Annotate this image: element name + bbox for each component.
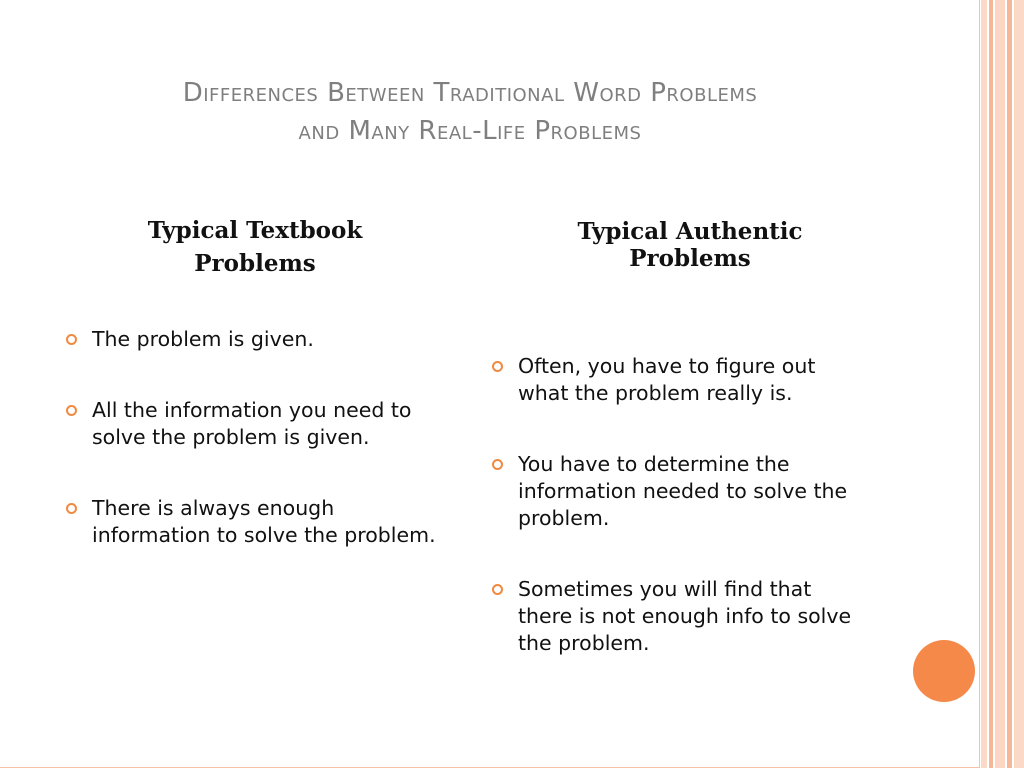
decorative-stripe [1007, 0, 1012, 768]
left-heading-line-1: Typical Textbook [147, 217, 363, 244]
bullet-icon [492, 584, 503, 595]
decorative-stripe [981, 0, 987, 768]
list-item [64, 326, 444, 353]
bullet-text: All the information you need to solve the problem is given. [92, 398, 412, 449]
bullet-text: Often, you have to figure out what the problem really is. [518, 354, 816, 405]
right-column-heading [540, 218, 840, 272]
bullet-text: The problem is given. [92, 327, 314, 351]
decorative-stripe [989, 0, 993, 768]
decorative-circle [913, 640, 975, 702]
bullet-icon [492, 459, 503, 470]
left-column-heading [110, 214, 400, 280]
right-heading-line-1: Typical Authentic [577, 218, 803, 245]
slide-title-line-2: and Many Real-Life Problems [298, 116, 642, 146]
right-bullet-list [490, 353, 870, 701]
left-heading-line-2: Problems [194, 250, 316, 277]
bullet-icon [66, 334, 77, 345]
right-heading-line-2: Problems [629, 245, 751, 272]
bullet-icon [66, 405, 77, 416]
slide-title [90, 74, 850, 150]
decorative-stripe [995, 0, 1005, 768]
list-item [490, 576, 870, 657]
bullet-text: You have to determine the information needed to solve the problem. [518, 452, 848, 530]
decorative-stripe [1014, 0, 1024, 768]
list-item [490, 451, 870, 532]
list-item [64, 397, 444, 451]
bullet-text: Sometimes you will find that there is not enough info to solve the problem. [518, 577, 852, 655]
bullet-text: There is always enough information to solve the problem. [92, 496, 436, 547]
list-item [490, 353, 870, 407]
bullet-icon [66, 503, 77, 514]
slide-title-line-1: Differences Between Traditional Word Problems [182, 78, 758, 108]
left-bullet-list [64, 326, 444, 593]
bullet-icon [492, 361, 503, 372]
list-item [64, 495, 444, 549]
